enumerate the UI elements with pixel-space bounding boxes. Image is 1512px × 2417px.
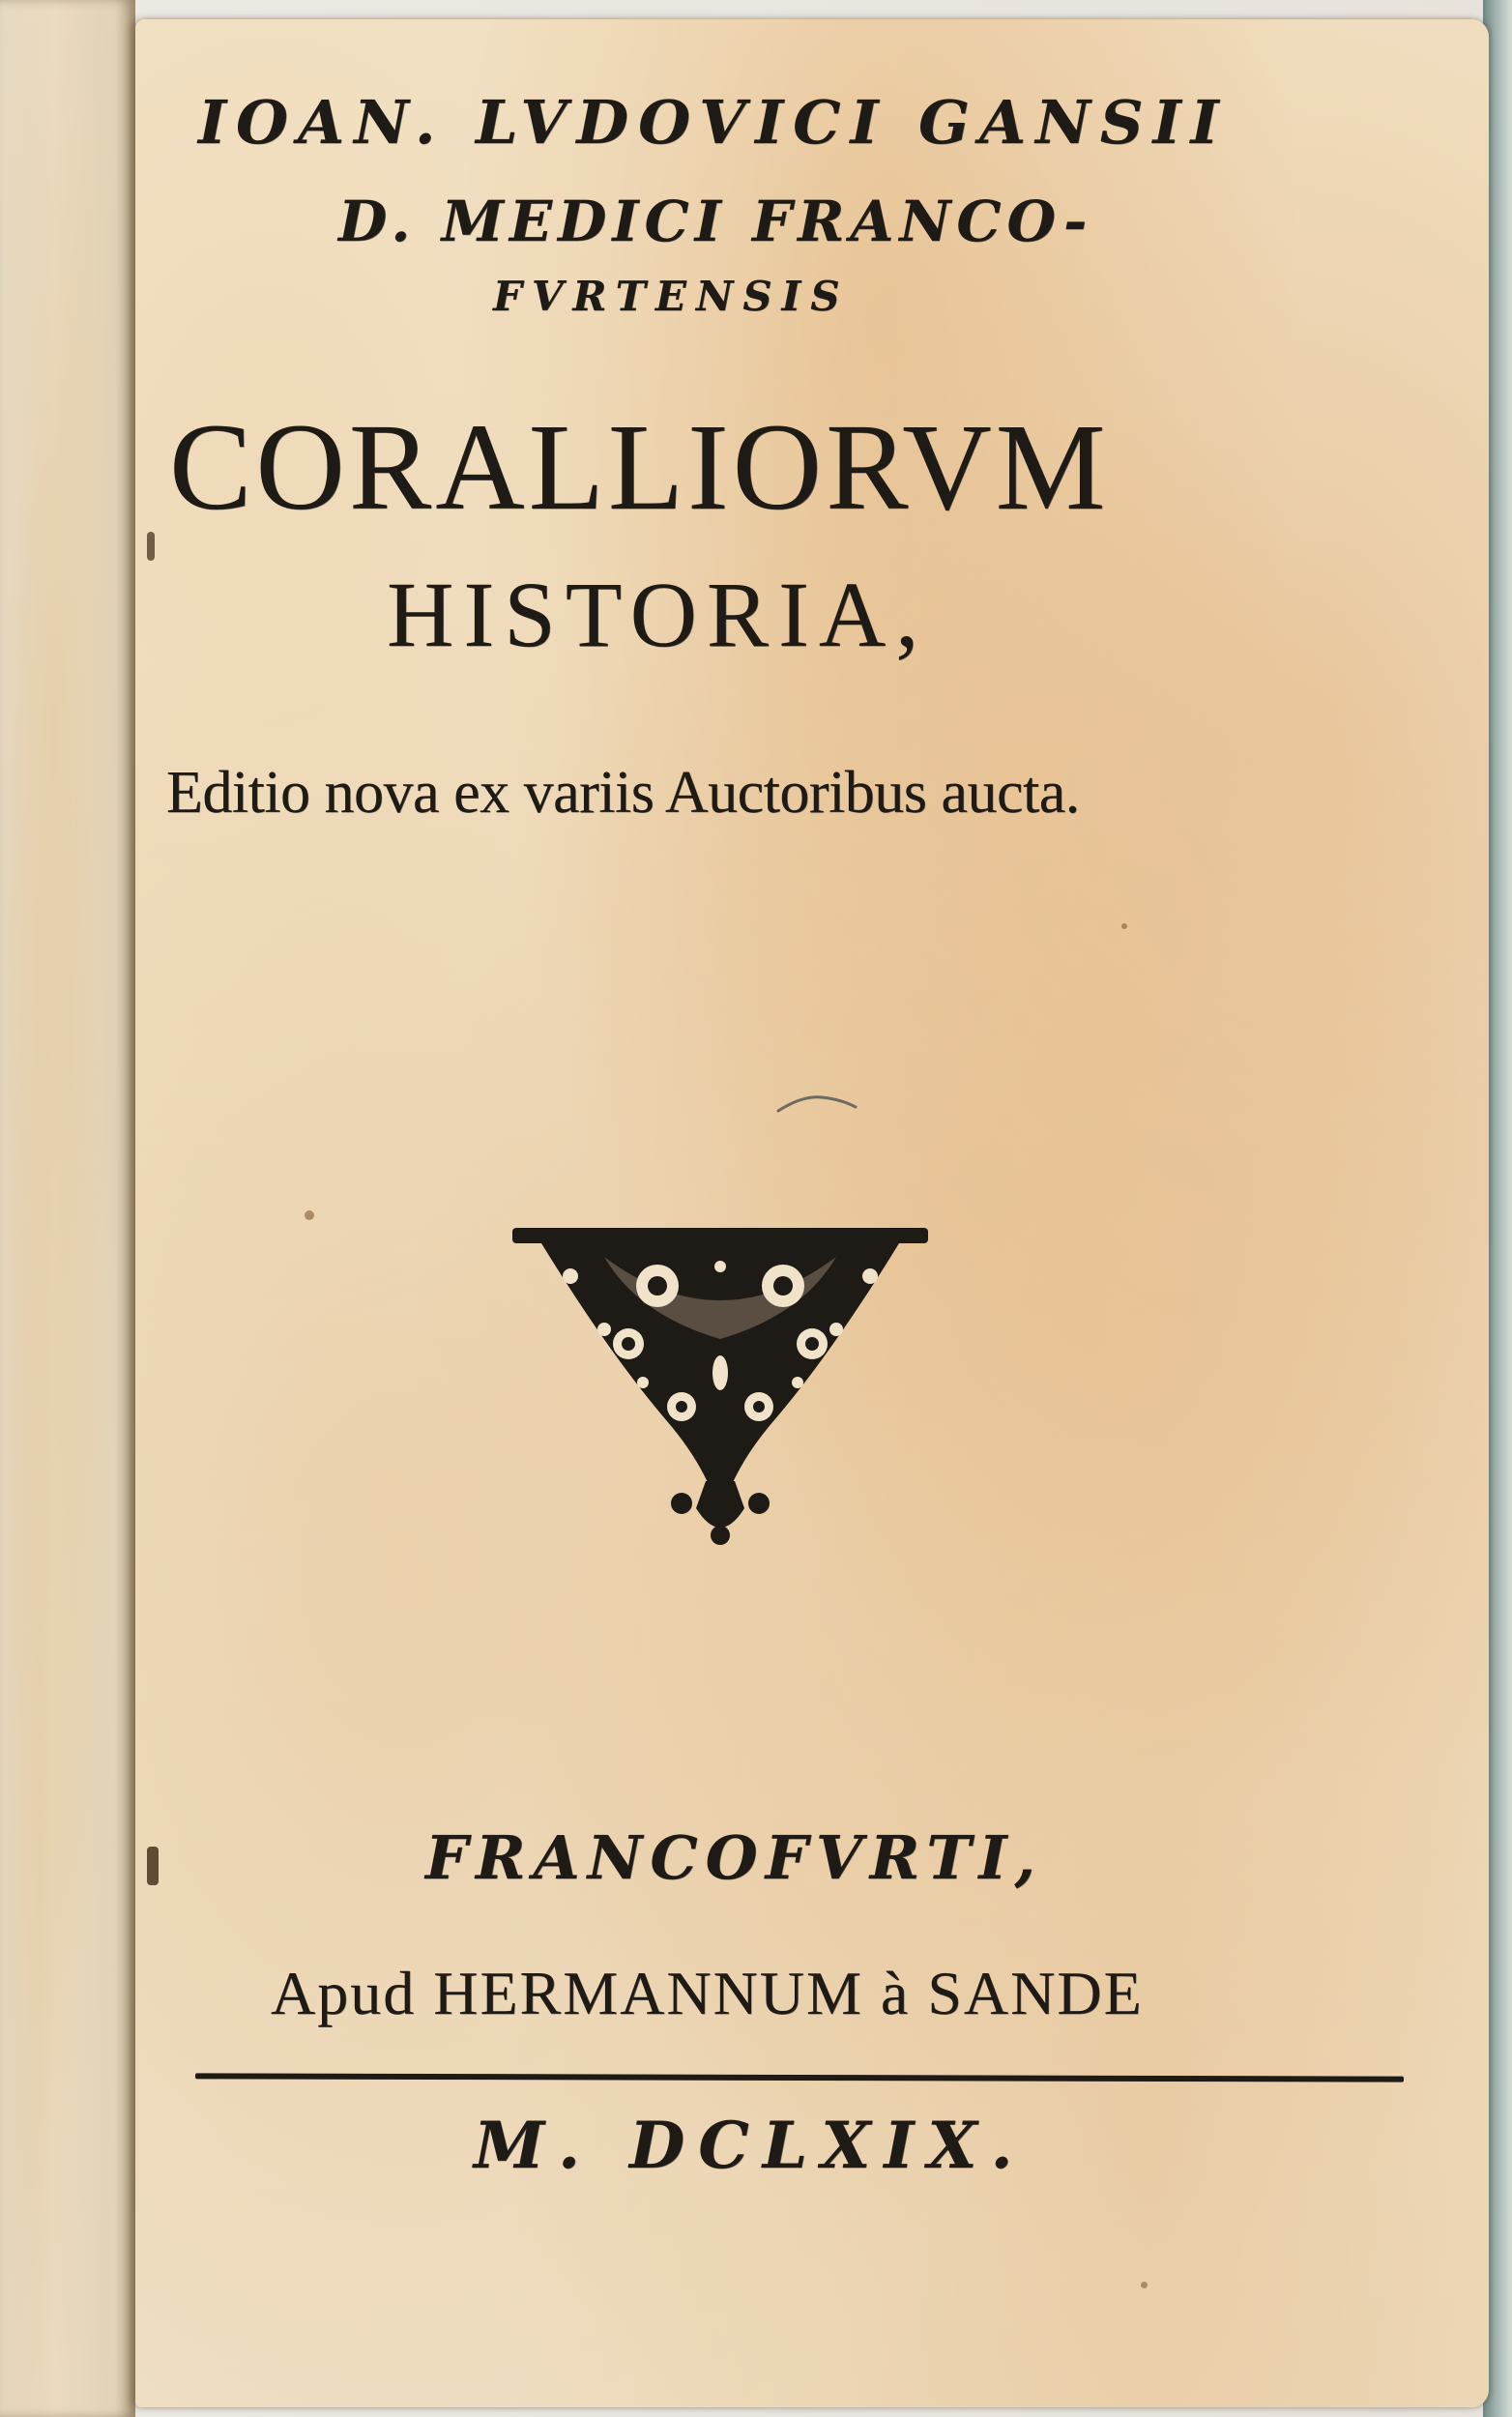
foxing-spot — [1121, 923, 1127, 929]
author-line-1: IOAN. LVDOVICI GANSII — [198, 87, 1229, 158]
title-page — [135, 19, 1489, 2407]
author-line-3: FVRTENSIS — [493, 273, 850, 320]
imprint-place: FRANCOFVRTI, — [425, 1822, 1043, 1893]
title-line-2: HISTORIA, — [387, 563, 929, 666]
imprint-rule — [195, 2073, 1404, 2082]
previous-leaf — [0, 0, 135, 2417]
edition-statement: Editio nova ex variis Auctoribus aucta. — [166, 760, 1080, 826]
foxing-spot — [147, 1847, 159, 1885]
printers-ornament-icon — [512, 1228, 928, 1547]
title-line-1: CORALLIORVM — [169, 398, 1110, 536]
author-line-2: D. MEDICI FRANCO- — [338, 189, 1093, 254]
imprint-date: M. DCLXIX. — [474, 2108, 1027, 2183]
foxing-spot — [1141, 2282, 1148, 2288]
foxing-spot — [305, 1210, 314, 1220]
foxing-spot — [147, 532, 155, 561]
pencil-mark — [773, 1088, 860, 1117]
imprint-printer: Apud HERMANNUM à SANDE — [271, 1959, 1144, 2027]
